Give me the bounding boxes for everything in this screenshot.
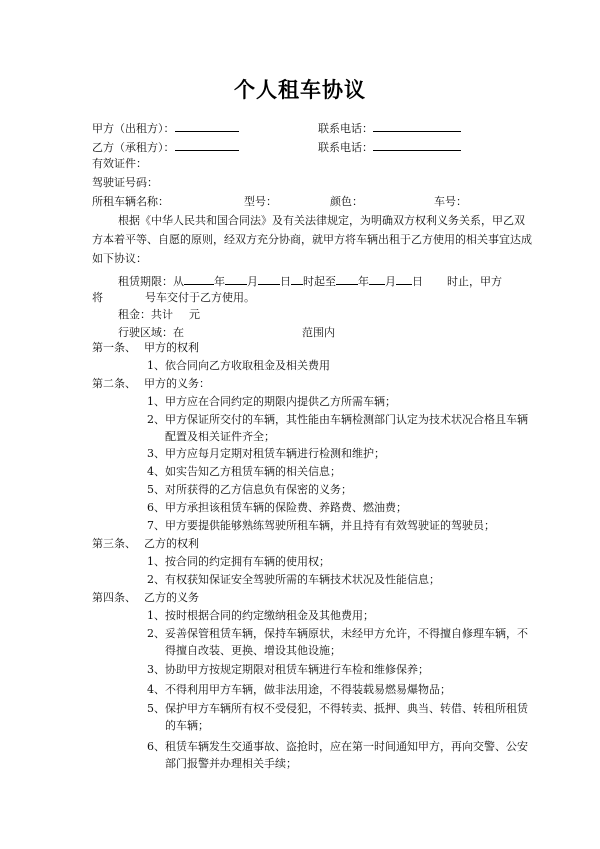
lease-period-line (118, 273, 502, 289)
article-1-heading (92, 341, 199, 355)
lease-hour-to-text: 时止，甲方 (447, 275, 502, 288)
lease-start-year-blank[interactable] (184, 273, 214, 285)
item-text: 甲方应每月定期对租赁车辆进行检测和维护； (165, 447, 385, 460)
lease-end-year-blank[interactable] (336, 273, 358, 285)
item-text-cont: 得擅自改装、更换、增设其他设施； (165, 644, 341, 657)
item-number: 1、 (147, 395, 165, 408)
party-b-phone-label: 联系电话： (318, 141, 373, 154)
item-number: 6、 (147, 740, 165, 753)
party-a-phone-blank[interactable] (373, 120, 461, 132)
article-4-heading (92, 591, 199, 605)
item-text: 对所获得的乙方信息负有保密的义务； (165, 483, 352, 496)
item-text: 按合同的约定拥有车辆的使用权； (165, 555, 330, 568)
lease-end-day-blank[interactable] (396, 273, 412, 285)
item-text: 甲方应在合同约定的期限内提供乙方所需车辆； (165, 395, 396, 408)
lease-start-day-blank[interactable] (258, 273, 280, 285)
lease-start-hour-blank[interactable] (291, 273, 303, 285)
party-b-phone-field (318, 139, 461, 155)
item-number: 1、 (147, 609, 165, 622)
article-4-title: 乙方的义务 (144, 591, 199, 604)
lease-day-text: 日 (280, 275, 291, 288)
vehicle-name-label: 所租车辆名称： (92, 195, 169, 208)
party-a-phone-field (318, 120, 461, 136)
item-text-cont: 部门报警并办理相关手续； (165, 757, 297, 770)
lease-label: 租赁期限：从 (118, 275, 184, 288)
item-text: 甲方要提供能够熟练驾驶所租车辆，并且持有有效驾驶证的驾驶员； (165, 519, 495, 532)
item-text: 协助甲方按规定期限对租赁车辆进行车检和维修保养； (165, 663, 429, 676)
item-number: 7、 (147, 519, 165, 532)
lease-line2-a: 将 (92, 291, 103, 304)
item-text: 依合同向乙方收取租金及相关费用 (165, 359, 330, 372)
intro-line-1: 根据《中华人民共和国合同法》及有关法律规定，为明确双方权利义务关系，甲乙双 (118, 214, 525, 227)
article-2-heading (92, 377, 210, 391)
party-b-label: 乙方（承租方）： (92, 141, 175, 154)
item-number: 3、 (147, 663, 165, 676)
license-label: 驾驶证号码： (92, 176, 158, 189)
lease-day-text-2: 日 (412, 275, 423, 288)
document-title: 个人租车协议 (234, 78, 366, 102)
article-2-num: 第二条、 (92, 377, 136, 390)
intro-line-3: 如下协议： (92, 252, 147, 265)
item-number: 2、 (147, 413, 165, 426)
party-a-phone-label: 联系电话： (318, 122, 373, 135)
article-3-num: 第三条、 (92, 537, 136, 550)
lease-year-text: 年 (214, 275, 225, 288)
article-4-num: 第四条、 (92, 591, 136, 604)
id-label: 有效证件： (92, 157, 147, 170)
party-a-field (92, 120, 239, 136)
article-2-title: 甲方的义务： (144, 377, 210, 390)
item-number: 4、 (147, 465, 165, 478)
rent-line (118, 308, 200, 322)
item-number: 6、 (147, 501, 165, 514)
item-number: 1、 (147, 359, 165, 372)
vehicle-color-label: 颜色： (330, 195, 363, 208)
item-text: 按时根据合同的约定缴纳租金及其他费用； (165, 609, 374, 622)
item-text: 如实告知乙方租赁车辆的相关信息； (165, 465, 341, 478)
rent-label: 租金：共计 (118, 308, 173, 321)
vehicle-plate-label: 车号： (434, 195, 467, 208)
item-number: 5、 (147, 702, 165, 715)
article-1-num: 第一条、 (92, 341, 136, 354)
party-b-blank[interactable] (175, 139, 239, 151)
item-number: 1、 (147, 555, 165, 568)
rent-unit: 元 (189, 308, 200, 321)
item-number: 4、 (147, 683, 165, 696)
lease-start-month-blank[interactable] (225, 273, 247, 285)
lease-end-month-blank[interactable] (369, 273, 385, 285)
lease-month-text-2: 月 (385, 275, 396, 288)
item-number: 3、 (147, 447, 165, 460)
item-text: 有权获知保证安全驾驶所需的车辆技术状况及性能信息； (165, 573, 440, 586)
area-line (118, 326, 335, 340)
area-suffix: 范围内 (302, 326, 335, 339)
party-a-blank[interactable] (175, 120, 239, 132)
area-label: 行驶区域：在 (118, 326, 184, 339)
item-text: 妥善保管租赁车辆，保持车辆原状，未经甲方允许，不得擅自修理车辆，不 (165, 627, 528, 640)
item-number: 5、 (147, 483, 165, 496)
lease-month-text: 月 (247, 275, 258, 288)
item-text: 甲方保证所交付的车辆，其性能由车辆检测部门认定为技术状况合格且车辆 (165, 413, 528, 426)
item-text-cont: 的车辆； (165, 719, 209, 732)
item-text: 甲方承担该租赁车辆的保险费、养路费、燃油费； (165, 501, 407, 514)
article-3-title: 乙方的权利 (144, 537, 199, 550)
item-text: 保护甲方车辆所有权不受侵犯，不得转卖、抵押、典当、转借、转租所租赁 (165, 702, 528, 715)
lease-line2-b: 号车交付于乙方使用。 (145, 291, 255, 304)
item-number: 2、 (147, 627, 165, 640)
article-1-title: 甲方的权利 (144, 341, 199, 354)
lease-hour-from-text: 时起至 (303, 275, 336, 288)
item-text-cont: 配置及相关证件齐全； (165, 430, 275, 443)
article-3-heading (92, 537, 199, 551)
party-b-field (92, 139, 239, 155)
party-a-label: 甲方（出租方）： (92, 122, 175, 135)
lease-vehicle-line (92, 291, 255, 305)
intro-line-2: 方本着平等、自愿的原则，经双方充分协商，就甲方将车辆出租于乙方使用的相关事宜达成 (92, 233, 532, 246)
party-b-phone-blank[interactable] (373, 139, 461, 151)
vehicle-model-label: 型号： (244, 195, 277, 208)
item-text: 租赁车辆发生交通事故、盗抢时，应在第一时间通知甲方，再向交警、公安 (165, 740, 528, 753)
lease-year-text-2: 年 (358, 275, 369, 288)
item-number: 2、 (147, 573, 165, 586)
item-text: 不得利用甲方车辆，做非法用途，不得装载易燃易爆物品； (165, 683, 451, 696)
